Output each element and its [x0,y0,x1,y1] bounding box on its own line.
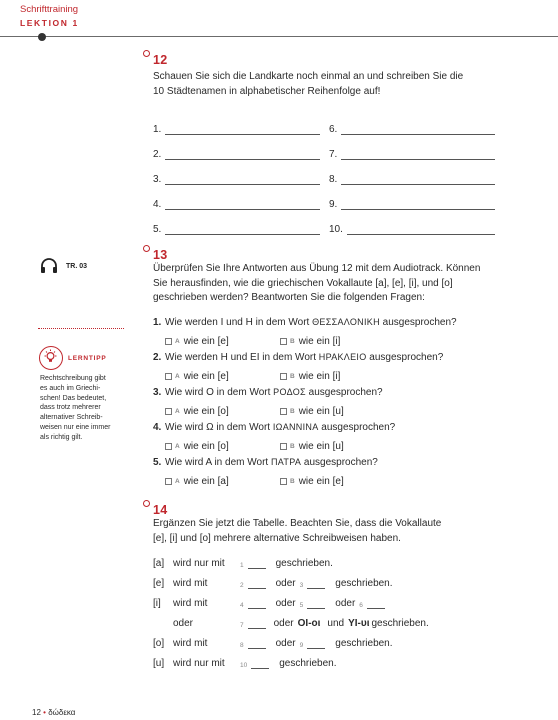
lesson-label: LEKTION 1 [20,18,79,28]
option-b[interactable]: B wie ein [u] [280,441,395,452]
answer-line[interactable]: 6. [329,110,495,135]
options [153,436,513,457]
option-b[interactable]: B wie ein [e] [280,476,395,487]
fill-blank[interactable] [251,661,269,669]
fill-blank[interactable] [248,601,266,609]
answer-line[interactable]: 3. [153,160,320,185]
option-a[interactable]: A wie ein [o] [165,441,280,452]
option-b[interactable]: B wie ein [i] [280,336,395,347]
footer-separator: • [43,708,46,717]
answer-line[interactable]: 8. [329,160,495,185]
checkbox[interactable] [280,443,287,450]
answer-list-left [153,110,320,235]
question: 4. Wie wird Ω in dem Wort ΙΩΑΝΝΙΝΑ ausgesprochen? [153,422,396,433]
checkbox[interactable] [280,373,287,380]
page-footer [32,708,75,717]
exercise-marker-icon [143,245,150,252]
answer-list-right [329,110,495,235]
fill-blank[interactable] [307,641,325,649]
fill-blank[interactable] [307,581,325,589]
checkbox[interactable] [280,408,287,415]
answer-line[interactable]: 5. [153,210,320,235]
option-a[interactable]: A wie ein [a] [165,476,280,487]
page-number-word: δώδεκα [48,708,76,717]
section-title: Schrifttraining [20,4,79,15]
lerntipp-divider [38,328,124,329]
question: 3. Wie wird O in dem Wort ΡΟΔΟΣ ausgesprochen? [153,387,383,398]
exercise-13-instruction: Überprüfen Sie Ihre Antworten aus Übung 12 mit dem Audiotrack. Können Sie herausfinden, wie die griechischen Vokallaute [a], [e], [i], und [o] geschrieben werden? Beantworten Sie die folgenden Fragen: [153,263,481,303]
checkbox[interactable] [165,373,172,380]
exercise-12-header [143,50,168,67]
header-divider [0,36,558,37]
options [153,331,513,352]
greek-word: ΘΕΣΣΑΛΟΝΙΚΗ [312,317,380,327]
question-list [153,317,513,492]
answer-line[interactable]: 7. [329,135,495,160]
greek-spelling: OI-οι [297,618,321,629]
lerntipp-label: LERNTIPP [68,355,107,362]
option-b[interactable]: B wie ein [i] [280,371,395,382]
checkbox[interactable] [280,338,287,345]
fill-blank[interactable] [248,641,266,649]
option-a[interactable]: A wie ein [e] [165,336,280,347]
answer-line[interactable]: 9. [329,185,495,210]
fill-blank[interactable] [307,601,325,609]
options [153,471,513,492]
checkbox[interactable] [165,338,172,345]
greek-word: ΗΡΑΚΛΕΙΟ [318,352,367,362]
page-number: 12 [32,708,41,717]
options [153,366,513,387]
fill-blank[interactable] [367,601,385,609]
checkbox[interactable] [165,443,172,450]
audio-track[interactable] [40,258,87,274]
header-dot [38,33,46,41]
exercise-14-instruction: Ergänzen Sie jetzt die Tabelle. Beachten Sie, dass die Vokallaute [e], [i] und [o] mehrere alternative Schreibweisen haben. [153,518,442,544]
track-label: TR. 03 [66,262,88,270]
exercise-marker-icon [143,500,150,507]
exercise-13-header [143,245,168,262]
exercise-14-header [143,500,168,517]
vowel-row: [i] wird mit 4 oder 5 oder 6 [153,598,385,609]
question: 1. Wie werden I und H in dem Wort ΘΕΣΣΑΛΟΝΙΚΗ ausgesprochen? [153,317,457,328]
option-a[interactable]: A wie ein [o] [165,406,280,417]
headphones-icon [40,258,58,274]
vowel-row: [e] wird mit 2 oder 3 geschrieben. [153,578,393,589]
vowel-row: [o] wird mit 8 oder 9 geschrieben. [153,638,393,649]
greek-word: ΠΑΤΡΑ [270,457,302,467]
vowel-row: oder 7 oder OI-οι und YI-υι geschrieben. [173,618,429,629]
question: 5. Wie wird A in dem Wort ΠΑΤΡΑ ausgesprochen? [153,457,378,468]
options [153,401,513,422]
exercise-marker-icon [143,50,150,57]
lightbulb-icon [39,346,63,370]
answer-line[interactable]: 1. [153,110,320,135]
checkbox[interactable] [165,478,172,485]
lerntipp-text: Rechtschreibung gibt es auch im Griechi- schen! Das bedeutet, dass trotz mehrerer alternativer Schreib- weisen nur eine immer als richtig gilt. [40,375,111,441]
fill-blank[interactable] [248,621,266,629]
exercise-number: 13 [153,248,168,262]
fill-blank[interactable] [248,561,266,569]
greek-spelling: YI-υι [348,618,370,629]
checkbox[interactable] [280,478,287,485]
answer-line[interactable]: 4. [153,185,320,210]
answer-line[interactable]: 2. [153,135,320,160]
vowel-row: [u] wird nur mit 10 geschrieben. [153,658,337,669]
answer-line[interactable]: 10. [329,210,495,235]
exercise-12-instruction: Schauen Sie sich die Landkarte noch einmal an und schreiben Sie die 10 Städtenamen in alphabetischer Reihenfolge auf! [153,71,464,97]
exercise-number: 12 [153,53,168,67]
exercise-number: 14 [153,503,168,517]
option-b[interactable]: B wie ein [u] [280,406,395,417]
greek-word: ΡΟΔΟΣ [273,387,306,397]
checkbox[interactable] [165,408,172,415]
option-a[interactable]: A wie ein [e] [165,371,280,382]
greek-word: ΙΩΑΝΝΙΝΑ [272,422,319,432]
vowel-row: [a] wird nur mit 1 geschrieben. [153,558,333,569]
fill-blank[interactable] [248,581,266,589]
question: 2. Wie werden H und EI in dem Wort ΗΡΑΚΛΕΙΟ ausgesprochen? [153,352,444,363]
